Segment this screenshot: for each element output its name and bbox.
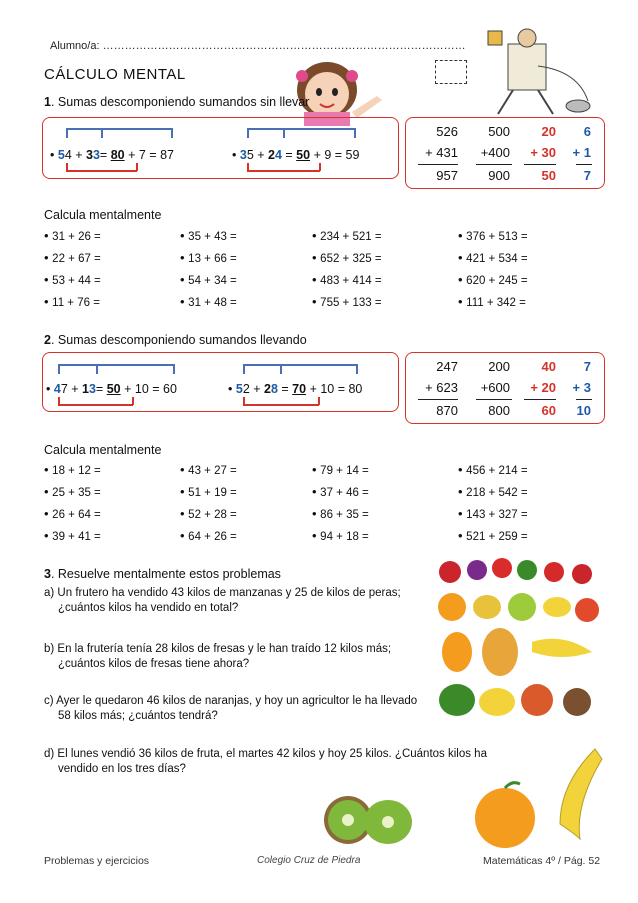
exercise-item: • 755 + 133 = xyxy=(312,294,382,309)
col2-bottom: + 623 xyxy=(425,380,458,395)
exercise-item: • 94 + 18 = xyxy=(312,528,369,543)
exercise-item: • 620 + 245 = xyxy=(458,272,528,287)
col2-bottom-t: + 20 xyxy=(530,380,556,395)
exercise-item: • 35 + 43 = xyxy=(180,228,237,243)
section3-heading: 3. Resuelve mentalmente estos problemas xyxy=(44,567,281,581)
problem-a: a) Un frutero ha vendido 43 kilos de manzanas y 25 de kilos de peras; ¿cuántos kilos ha vendido en total? xyxy=(44,587,401,614)
col1-top-h: 500 xyxy=(488,124,510,139)
girl-illustration xyxy=(282,56,392,126)
col2-result-u: 10 xyxy=(576,403,591,418)
exercise-item: • 22 + 67 = xyxy=(44,250,101,265)
col1-bottom-h: +400 xyxy=(480,145,510,160)
exercise-item: • 51 + 19 = xyxy=(180,484,237,499)
exercise-item: • 86 + 35 = xyxy=(312,506,369,521)
section1-heading: 1. Sumas descomponiendo sumandos sin llevar xyxy=(44,95,310,109)
page-title: CÁLCULO MENTAL xyxy=(44,66,186,83)
kiwi-illustration xyxy=(318,790,418,850)
exercise-item: • 456 + 214 = xyxy=(458,462,528,477)
exercise-item: • 64 + 26 = xyxy=(180,528,237,543)
scientist-illustration xyxy=(478,26,598,116)
col2-top-h: 200 xyxy=(488,359,510,374)
col2-result-t: 60 xyxy=(541,403,556,418)
footer-center: Colegio Cruz de Piedra xyxy=(257,855,361,866)
col1-result-h: 900 xyxy=(488,168,510,183)
orange-illustration xyxy=(470,780,540,850)
exercise-item: • 25 + 35 = xyxy=(44,484,101,499)
exercise-item: • 31 + 48 = xyxy=(180,294,237,309)
exercise-item: • 376 + 513 = xyxy=(458,228,528,243)
exercise-item: • 143 + 327 = xyxy=(458,506,528,521)
col2-bottom-u: + 3 xyxy=(572,380,591,395)
exercise-item: • 54 + 34 = xyxy=(180,272,237,287)
col1-top-u: 6 xyxy=(583,124,591,139)
exercise-item: • 52 + 28 = xyxy=(180,506,237,521)
banana-illustration xyxy=(540,744,610,844)
col1-result: 957 xyxy=(436,168,458,183)
exercise-item: • 421 + 534 = xyxy=(458,250,528,265)
grade-box xyxy=(435,60,467,84)
exercise-item: • 11 + 76 = xyxy=(44,294,100,309)
exercise-item: • 234 + 521 = xyxy=(312,228,382,243)
exercise-item: • 31 + 26 = xyxy=(44,228,101,243)
col1-top: 526 xyxy=(436,124,458,139)
section2-heading: 2. Sumas descomponiendo sumandos llevando xyxy=(44,333,307,347)
exercise-item: • 43 + 27 = xyxy=(180,462,237,477)
col1-bottom: + 431 xyxy=(425,145,458,160)
col1-top-t: 20 xyxy=(541,124,556,139)
exercise-item: • 79 + 14 = xyxy=(312,462,369,477)
col2-top-t: 40 xyxy=(541,359,556,374)
section1-example2: • 35 + 24 = 50 + 9 = 59 xyxy=(232,148,360,162)
exercise-item: • 652 + 325 = xyxy=(312,250,382,265)
exercise-item: • 37 + 46 = xyxy=(312,484,369,499)
student-name-line: Alumno/a: ……………………………………………………………………………………… xyxy=(50,40,466,52)
section1-example1: • 54 + 33= 80 + 7 = 87 xyxy=(50,148,174,162)
col2-top: 247 xyxy=(436,359,458,374)
problem-b: b) En la frutería tenía 28 kilos de fresas y le han traído 12 kilos más; ¿cuántos kilos de fresas tiene ahora? xyxy=(44,643,392,670)
exercise-item: • 218 + 542 = xyxy=(458,484,528,499)
exercise-item: • 39 + 41 = xyxy=(44,528,101,543)
col1-bottom-u: + 1 xyxy=(572,145,591,160)
fruits-illustration xyxy=(432,552,607,732)
col1-bottom-t: + 30 xyxy=(530,145,556,160)
footer-left: Problemas y ejercicios xyxy=(44,855,150,867)
exercise-item: • 53 + 44 = xyxy=(44,272,101,287)
col1-result-t: 50 xyxy=(541,168,556,183)
col2-result-h: 800 xyxy=(488,403,510,418)
col1-result-u: 7 xyxy=(583,168,591,183)
calc1-label: Calcula mentalmente xyxy=(44,208,162,222)
calc2-label: Calcula mentalmente xyxy=(44,443,162,457)
exercise-item: • 483 + 414 = xyxy=(312,272,382,287)
col2-top-u: 7 xyxy=(583,359,591,374)
exercise-item: • 13 + 66 = xyxy=(180,250,237,265)
exercise-item: • 26 + 64 = xyxy=(44,506,101,521)
section2-example1: • 47 + 13= 50 + 10 = 60 xyxy=(46,382,177,396)
footer-right: Matemáticas 4º / Pág. 52 xyxy=(483,855,601,867)
problem-c: c) Ayer le quedaron 46 kilos de naranjas, y hoy un agricultor le ha llevado 58 kilos más; ¿cuántos tendrá? xyxy=(44,695,418,722)
col2-result: 870 xyxy=(436,403,458,418)
col2-bottom-h: +600 xyxy=(480,380,510,395)
exercise-item: • 18 + 12 = xyxy=(44,462,101,477)
exercise-item: • 521 + 259 = xyxy=(458,528,528,543)
section2-example2: • 52 + 28 = 70 + 10 = 80 xyxy=(228,382,363,396)
problem-d: d) El lunes vendió 36 kilos de fruta, el martes 42 kilos y hoy 25 kilos. ¿Cuántos kilos ha vendido en los tres días? xyxy=(44,748,487,775)
exercise-item: • 111 + 342 = xyxy=(458,294,526,309)
